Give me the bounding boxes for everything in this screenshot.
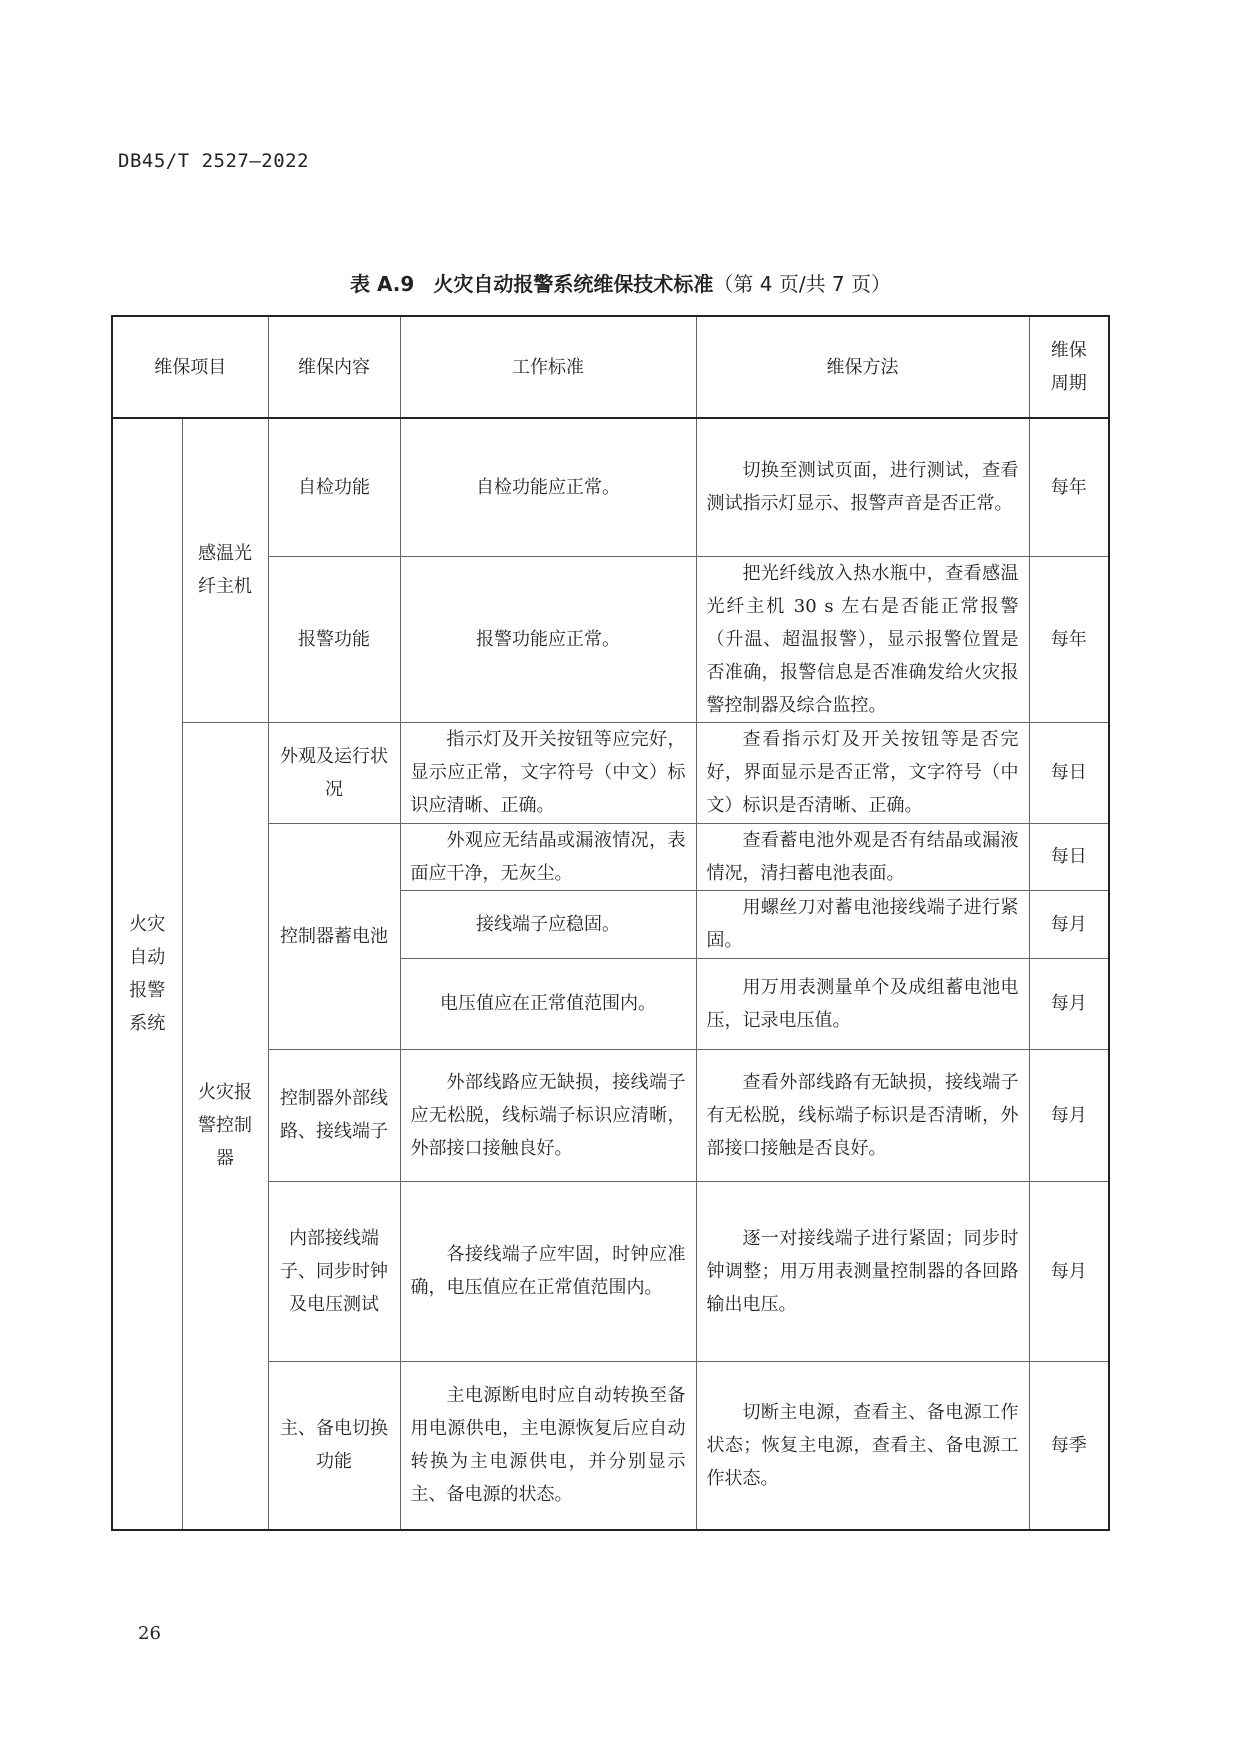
standard-cell: 各接线端子应牢固，时钟应准确，电压值应在正常值范围内。: [400, 1181, 696, 1361]
method-cell: 切断主电源，查看主、备电源工作状态；恢复主电源，查看主、备电源工作状态。: [696, 1361, 1029, 1530]
standard-cell: 自检功能应正常。: [400, 418, 696, 556]
standard-cell: 指示灯及开关按钮等应完好，显示应正常，文字符号（中文）标识应清晰、正确。: [400, 722, 696, 823]
method-cell: 用万用表测量单个及成组蓄电池电压，记录电压值。: [696, 958, 1029, 1049]
content-cell: 内部接线端子、同步时钟及电压测试: [268, 1181, 400, 1361]
document-number: DB45/T 2527—2022: [118, 150, 310, 172]
cycle-cell: 每月: [1029, 1181, 1109, 1361]
method-cell: 切换至测试页面，进行测试，查看测试指示灯显示、报警声音是否正常。: [696, 418, 1029, 556]
method-cell: 查看外部线路有无缺损，接线端子有无松脱，线标端子标识是否清晰，外部接口接触是否良好。: [696, 1049, 1029, 1181]
cycle-cell: 每月: [1029, 958, 1109, 1049]
table-row: [112, 722, 1109, 823]
method-cell: 把光纤线放入热水瓶中，查看感温光纤主机 30 s 左右是否能正常报警（升温、超温报警），显示报警位置是否准确，报警信息是否准确发给火灾报警控制器及综合监控。: [696, 556, 1029, 722]
header-row: [112, 316, 1109, 418]
method-cell: 用螺丝刀对蓄电池接线端子进行紧固。: [696, 890, 1029, 958]
page-number: 26: [138, 1623, 161, 1644]
system-cell: 火灾自动报警系统: [112, 418, 182, 1530]
method-cell: 逐一对接线端子进行紧固；同步时钟调整；用万用表测量控制器的各回路输出电压。: [696, 1181, 1029, 1361]
content-cell: 外观及运行状况: [268, 722, 400, 823]
standard-cell: 接线端子应稳固。: [400, 890, 696, 958]
table-page-info: （第 4 页/共 7 页）: [713, 272, 892, 296]
cycle-cell: 每月: [1029, 890, 1109, 958]
content-cell: 报警功能: [268, 556, 400, 722]
header-method: 维保方法: [696, 316, 1029, 418]
table-row: [112, 418, 1109, 556]
standard-cell: 主电源断电时应自动转换至备用电源供电，主电源恢复后应自动转换为主电源供电，并分别显示主、备电源的状态。: [400, 1361, 696, 1530]
cycle-cell: 每日: [1029, 722, 1109, 823]
standard-cell: 报警功能应正常。: [400, 556, 696, 722]
standard-cell: 外部线路应无缺损，接线端子应无松脱，线标端子标识应清晰，外部接口接触良好。: [400, 1049, 696, 1181]
cycle-cell: 每年: [1029, 418, 1109, 556]
method-cell: 查看蓄电池外观是否有结晶或漏液情况，清扫蓄电池表面。: [696, 823, 1029, 890]
table-title: [0, 268, 1241, 297]
standard-cell: 外观应无结晶或漏液情况，表面应干净，无灰尘。: [400, 823, 696, 890]
maintenance-table: [111, 315, 1110, 1531]
cycle-cell: 每季: [1029, 1361, 1109, 1530]
cycle-cell: 每日: [1029, 823, 1109, 890]
table-title-text: 火灾自动报警系统维保技术标准: [433, 272, 714, 296]
header-item: 维保项目: [112, 316, 268, 418]
standard-cell: 电压值应在正常值范围内。: [400, 958, 696, 1049]
group-cell: 火灾报警控制器: [182, 722, 268, 1530]
header-standard: 工作标准: [400, 316, 696, 418]
table-label: 表 A.9: [349, 272, 415, 296]
content-cell: 控制器外部线路、接线端子: [268, 1049, 400, 1181]
header-content: 维保内容: [268, 316, 400, 418]
cycle-cell: 每月: [1029, 1049, 1109, 1181]
content-cell: 控制器蓄电池: [268, 823, 400, 1049]
cycle-cell: 每年: [1029, 556, 1109, 722]
header-cycle: 维保周期: [1029, 316, 1109, 418]
group-cell: 感温光纤主机: [182, 418, 268, 722]
content-cell: 主、备电切换功能: [268, 1361, 400, 1530]
method-cell: 查看指示灯及开关按钮等是否完好，界面显示是否正常，文字符号（中文）标识是否清晰、正确。: [696, 722, 1029, 823]
content-cell: 自检功能: [268, 418, 400, 556]
